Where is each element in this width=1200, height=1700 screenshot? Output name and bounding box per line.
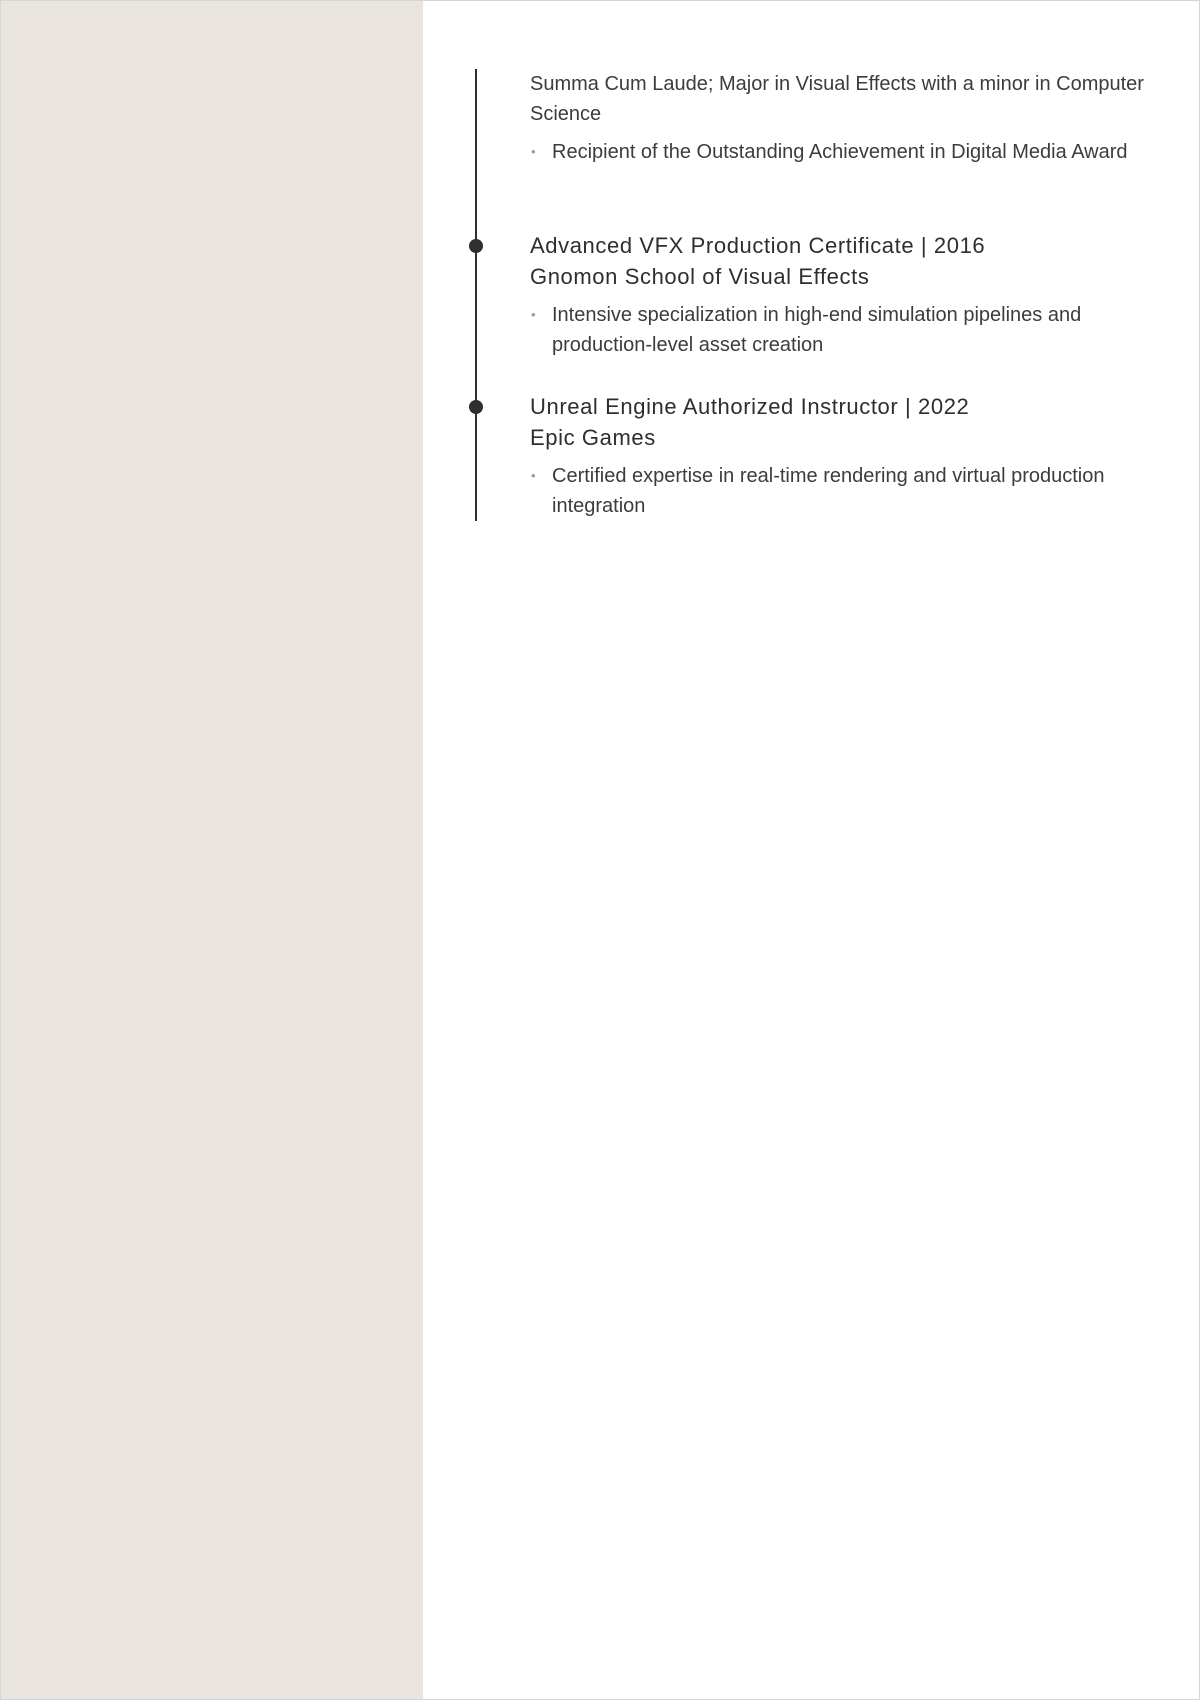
bullet-icon: • (531, 468, 536, 483)
entry-bullet-list (530, 300, 1160, 360)
list-item (530, 137, 1160, 167)
bullet-text: Certified expertise in real-time rendering and virtual production integration (552, 465, 1105, 517)
entry-heading: Advanced VFX Production Certificate | 2016 (530, 233, 986, 258)
entry-institution: Epic Games (530, 425, 656, 450)
entry-heading: Unreal Engine Authorized Instructor | 2022 (530, 394, 970, 419)
bullet-icon: • (531, 144, 536, 159)
entry-description: Summa Cum Laude; Major in Visual Effects with a minor in Computer Science (530, 73, 1144, 125)
timeline-line (475, 69, 477, 521)
education-entry (530, 230, 1160, 360)
list-item (530, 461, 1160, 521)
bullet-icon: • (531, 307, 536, 322)
education-entry-continued (530, 69, 1160, 167)
entry-bullet-list (530, 137, 1160, 167)
timeline-dot-icon (469, 400, 483, 414)
sidebar-panel (1, 1, 423, 1699)
list-item (530, 300, 1160, 360)
education-entry (530, 391, 1160, 521)
bullet-text: Intensive specialization in high-end simulation pipelines and production-level asset creation (552, 304, 1082, 356)
entry-institution: Gnomon School of Visual Effects (530, 264, 870, 289)
bullet-text: Recipient of the Outstanding Achievement in Digital Media Award (552, 141, 1128, 163)
entry-bullet-list (530, 461, 1160, 521)
timeline-dot-icon (469, 239, 483, 253)
main-content (423, 1, 1199, 1699)
